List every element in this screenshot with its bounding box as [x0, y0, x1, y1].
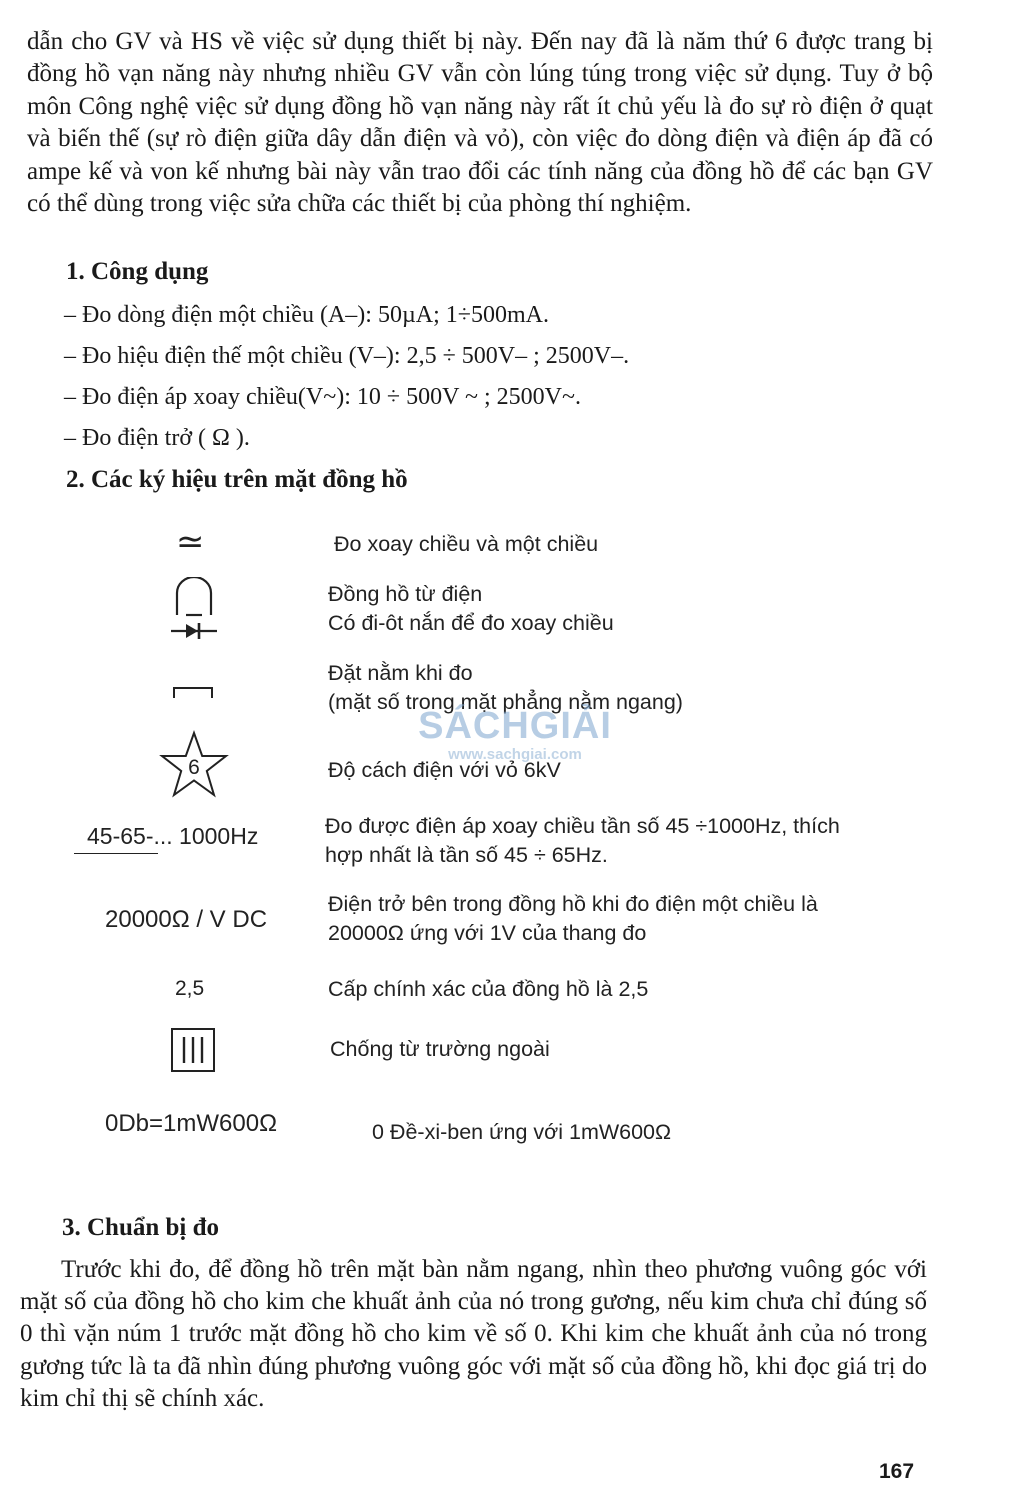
- description-line: Đo được điện áp xoay chiều tần số 45 ÷1000Hz, thích: [325, 814, 840, 838]
- insulation-value: 6: [188, 756, 200, 779]
- section-heading-preparation: 3. Chuẩn bị đo: [62, 1214, 220, 1241]
- paragraph-line: Trước khi đo, để đồng hồ trên mặt bàn nằm ngang, nhìn theo phương vuông: [61, 1256, 843, 1283]
- symbol-description: [328, 580, 614, 638]
- paragraph-line: khuất ảnh của nó trong gương tức là ta đã nhìn đúng phương vuông góc với mặt số: [20, 1320, 928, 1380]
- preparation-paragraph: [20, 1254, 927, 1415]
- paragraph-line: góc với mặt số của đồng hồ cho kim che khuất ảnh của nó trong gương, nếu kim: [20, 1256, 927, 1316]
- list-item: – Đo điện áp xoay chiều(V~): 10 ÷ 500V ~ ; 2500V~.: [64, 384, 581, 410]
- description-line: 20000Ω ứng với 1V của thang đo: [328, 921, 647, 945]
- description-line: hợp nhất là tần số 45 ÷ 65Hz.: [325, 843, 608, 867]
- watermark: [410, 705, 620, 763]
- description-line: (mặt số trong mặt phẳng nằm ngang): [328, 690, 683, 714]
- frequency-symbol: 45-65-... 1000Hz: [87, 823, 259, 849]
- magnetic-shield-icon: [170, 1027, 216, 1073]
- watermark-url: www.sachgiai.com: [448, 746, 582, 763]
- symbol-description: [328, 890, 818, 948]
- description-line: Điện trở bên trong đồng hồ khi đo điện một chiều là: [328, 892, 818, 916]
- frequency-underline: [74, 853, 158, 854]
- intro-line: dây dẫn điện và vỏ), còn việc đo dòng điện và điện áp đã có ampe kế và von: [27, 125, 934, 185]
- paragraph-line: của đồng hồ, khi đọc giá trị do kim chỉ thị sẽ chính xác.: [20, 1352, 927, 1412]
- intro-line: dẫn cho GV và HS về việc sử dụng thiết bị này. Đến nay đã là năm thứ 6: [27, 28, 788, 55]
- symbol-description: [325, 812, 840, 870]
- description-line: Đặt nằm khi đo: [328, 661, 473, 685]
- page-number: 167: [879, 1460, 915, 1483]
- watermark-logo-text: SÁCHGIẢI: [418, 705, 612, 747]
- symbol-description: Đo xoay chiều và một chiều: [334, 532, 599, 556]
- intro-line: trong việc sử dụng. Tuy ở bộ môn Công nghệ việc sử dụng đồng hồ vạn: [27, 60, 934, 120]
- paragraph-line: chưa chỉ đúng số 0 thì vặn núm 1 trước mặt đồng hồ cho kim về số 0. Khi kim che: [20, 1288, 928, 1348]
- horizontal-position-icon: [171, 684, 215, 700]
- description-line: Đồng hồ từ điện: [328, 582, 483, 606]
- intro-paragraph: [27, 26, 933, 220]
- decibel-symbol: 0Db=1mW600Ω: [105, 1110, 278, 1137]
- section-heading-symbols: 2. Các ký hiệu trên mặt đồng hồ: [66, 466, 408, 493]
- description-line: Có đi-ôt nắn để đo xoay chiều: [328, 611, 614, 635]
- list-item: – Đo điện trở ( Ω ).: [64, 425, 250, 451]
- moving-coil-diode-icon: [168, 577, 220, 645]
- ac-dc-symbol: ≃: [176, 523, 205, 561]
- resistance-symbol: 20000Ω / V DC: [105, 906, 268, 933]
- intro-line: kế nhưng bài này vẫn trao đổi các tính năng của đồng hồ để các bạn GV có: [27, 157, 933, 218]
- list-item: – Đo dòng điện một chiều (A–): 50µA; 1÷500mA.: [64, 302, 549, 328]
- symbol-description: Cấp chính xác của đồng hồ là 2,5: [328, 977, 649, 1001]
- symbol-description: Độ cách điện với vỏ 6kV: [328, 758, 561, 782]
- list-item: – Đo hiệu điện thế một chiều (V–): 2,5 ÷ 500V– ; 2500V–.: [64, 343, 630, 369]
- accuracy-symbol: 2,5: [175, 977, 205, 1000]
- intro-line: năng này rất ít chủ yếu là đo sự rò điện ở quạt và biến thế (sự rò điện giữa: [27, 92, 934, 153]
- intro-line: thể dùng trong việc sửa chữa các thiết bị của phòng thí nghiệm.: [56, 190, 692, 218]
- symbol-description: 0 Đề-xi-ben ứng với 1mW600Ω: [372, 1120, 672, 1144]
- intro-line: được trang bị đồng hồ vạn năng này nhưng nhiều GV vẫn còn lúng túng: [27, 28, 933, 88]
- symbol-description: Chống từ trường ngoài: [330, 1037, 550, 1061]
- section-heading-uses: 1. Công dụng: [66, 258, 209, 285]
